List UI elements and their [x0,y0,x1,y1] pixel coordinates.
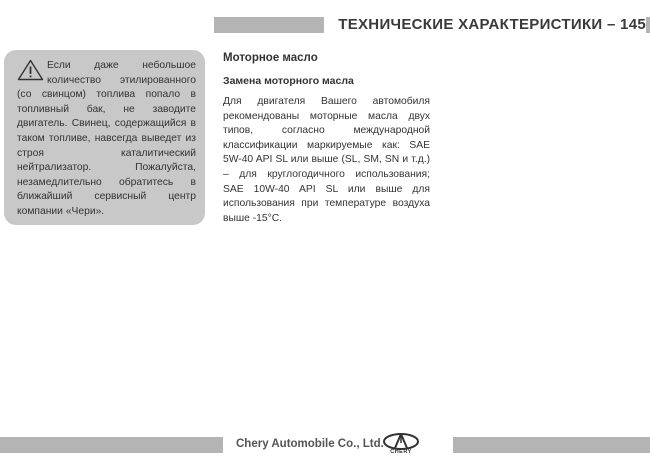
page-title: ТЕХНИЧЕСКИЕ ХАРАКТЕРИСТИКИ – 145 [324,16,646,34]
footer-bar-right [453,437,650,453]
warning-text: Если даже небольшое количество этилированного (со свинцом) топлива попало в топливный бак, не заводите двигатель. Свинец, содержащийся в таком топливе, навсегда выведет из строя каталитический нейтрализатор. Пожалуйста, незамедлительно обратитесь в ближайший сервисный центр компании «Чери». [17,60,196,217]
section-title: Моторное масло [223,52,318,64]
subsection-title: Замена моторного масла [223,75,354,87]
chery-logo [382,433,420,459]
chery-logo-icon [382,433,420,450]
footer-company: Chery Automobile Co., Ltd. [236,438,384,450]
header-bar [214,17,650,33]
warning-box [4,50,205,225]
footer-bar-left [0,437,223,453]
body-paragraph: Для двигателя Вашего автомобиля рекомендованы моторные масла двух типов, согласно международной классификации маркируемые как: SAE 5W-40 API SL или выше (SL, SM, SN и т.д.) – для круглогодичного использования; SAE 10W-40 API SL или выше для использования при температуре воздуха выше -15°С. [223,96,430,224]
logo-text: CHERY [390,449,412,455]
warning-triangle-icon [17,59,44,81]
